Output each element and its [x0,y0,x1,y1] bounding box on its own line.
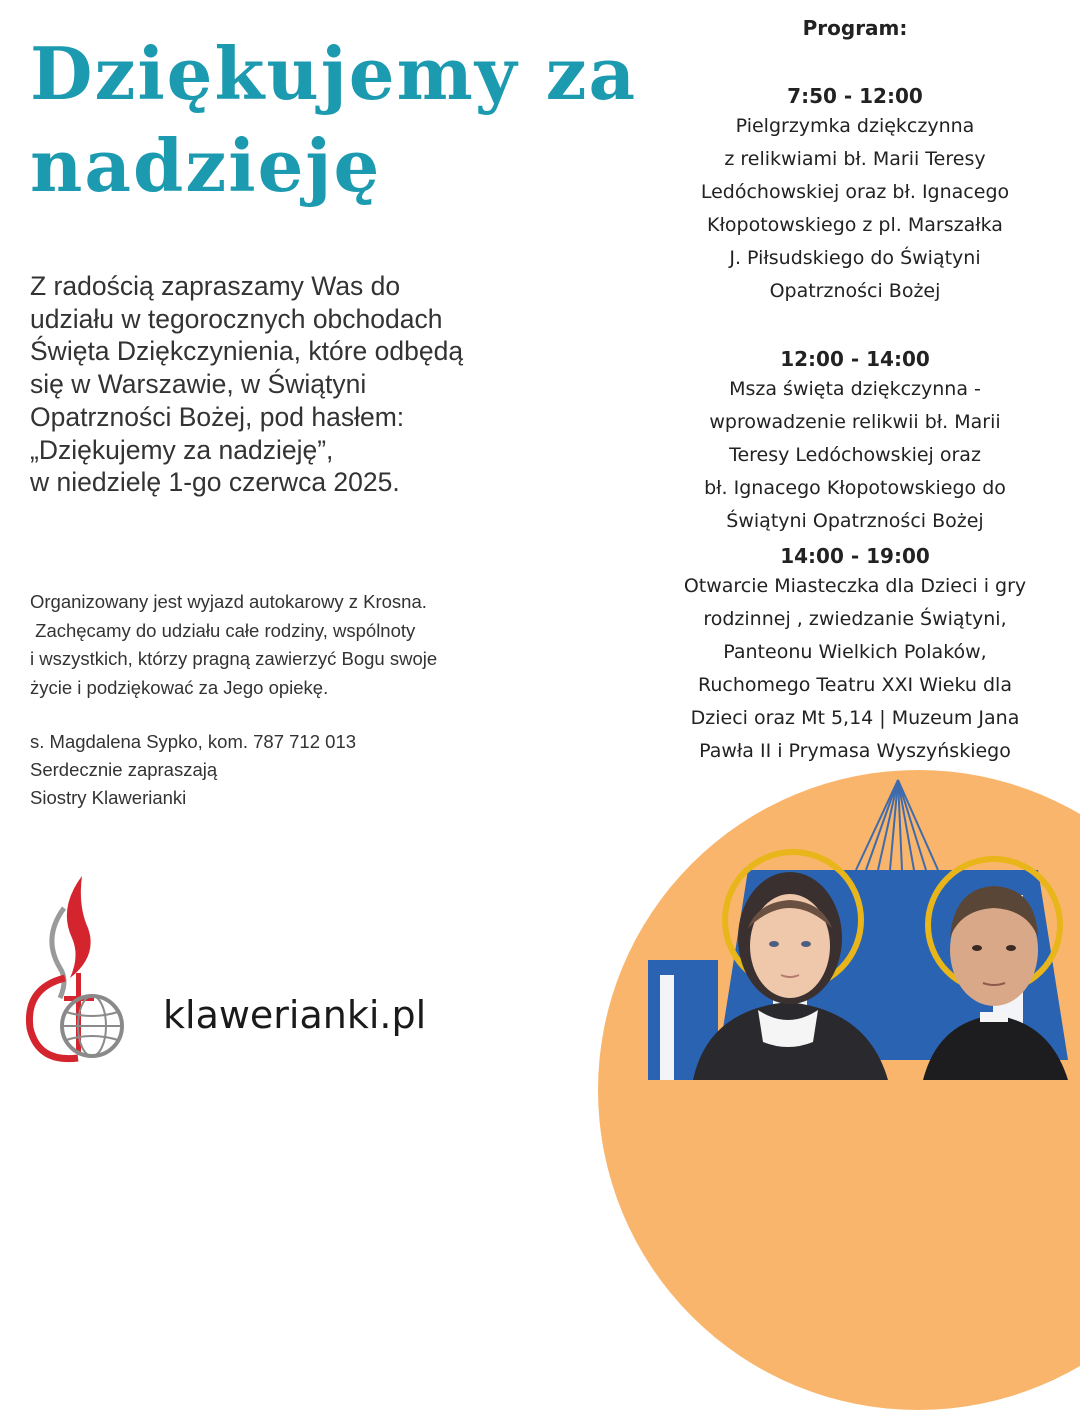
organizing-paragraph [30,588,590,703]
program-time: 7:50 - 12:00 [787,84,923,108]
intro-line: Opatrzności Bożej, pod hasłem: [30,401,405,432]
klawerianki-logo-icon [20,868,130,1068]
intro-line: Święta Dziękczynienia, które odbędą [30,336,464,367]
contact-block [30,728,590,813]
intro-line: w niedzielę 1-go czerwca 2025. [30,467,400,498]
program-line: Teresy Ledóchowskiej oraz [729,444,981,466]
contact-phone: s. Magdalena Sypko, kom. 787 712 013 [30,731,357,752]
program-line: rodzinnej , zwiedzanie Świątyni, [703,608,1007,630]
program-line: z relikwiami bł. Marii Teresy [724,148,986,170]
program-line: Ledóchowskiej oraz bł. Ignacego [700,181,1010,203]
title-line-1: Dziękujemy za [30,31,638,116]
invitation-line: Serdecznie zapraszają [30,759,218,781]
program-block [640,345,1070,538]
intro-line: „Dziękujemy za nadzieję”, [30,434,334,465]
intro-line: udziału w tegorocznych obchodach [30,303,443,334]
program-line: Panteonu Wielkich Polaków, [723,641,987,663]
temple-illustration-icon [598,760,1080,1080]
program-line: Msza święta dziękczynna - [729,378,981,400]
program-time: 14:00 - 19:00 [780,544,930,568]
program-line: Kłopotowskiego z pl. Marszałka [707,214,1003,236]
program-line: Ruchomego Teatru XXI Wieku dla [698,674,1012,696]
organizing-line: Organizowany jest wyjazd autokarowy z Krosna. [30,591,427,612]
program-time: 12:00 - 14:00 [780,347,930,371]
program-line: wprowadzenie relikwii bł. Marii [709,411,1001,433]
program-line: Opatrzności Bożej [769,280,941,302]
program-line: Świątyni Opatrzności Bożej [726,510,984,532]
title-line-2: nadzieję [30,123,382,208]
program-block [640,542,1070,768]
program-line: Dzieci oraz Mt 5,14 | Muzeum Jana [690,707,1020,729]
intro-line: się w Warszawie, w Świątyni [30,369,367,400]
program-line: Pielgrzymka dziękczynna [735,115,975,137]
intro-paragraph [30,270,590,499]
website-link[interactable]: klawerianki.pl [163,993,427,1037]
program-heading: Program: [802,16,908,40]
program-block [640,82,1070,308]
program-line: bł. Ignacego Kłopotowskiego do [704,477,1006,499]
signature-line: Siostry Klawerianki [30,787,187,809]
program-line: Otwarcie Miasteczka dla Dzieci i gry [683,575,1027,597]
intro-line: Z radością zapraszamy Was do [30,271,401,301]
program-line: Pawła II i Prymasa Wyszyńskiego [699,740,1011,762]
program-line: J. Piłsudskiego do Świątyni [729,247,981,269]
organizing-line: Zachęcamy do udziału całe rodziny, wspólnoty [30,619,416,641]
organizing-line: i wszystkich, którzy pragną zawierzyć Bogu swoje [30,648,438,670]
organizing-line: życie i podziękować za Jego opiekę. [30,677,329,699]
